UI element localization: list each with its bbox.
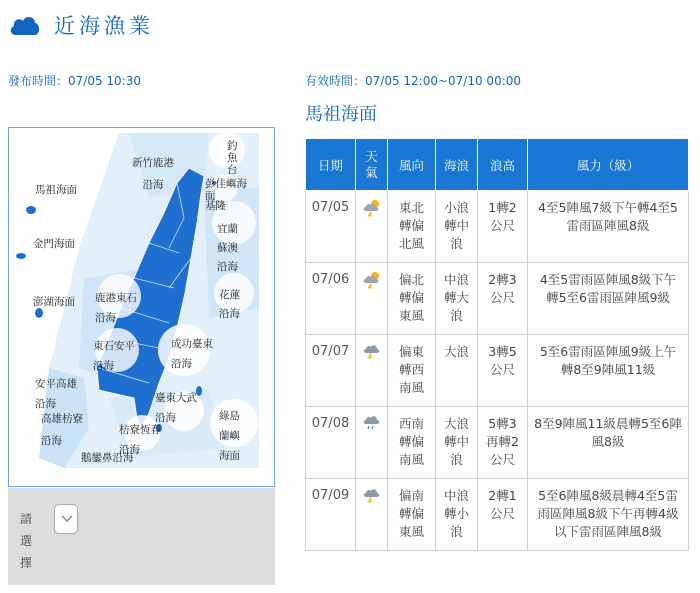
- cell-wave-height: 2轉1公尺: [478, 479, 528, 551]
- cell-wave-height: 3轉5公尺: [478, 335, 528, 407]
- cell-weather: [356, 263, 388, 335]
- cell-wave-height: 5轉3再轉2公尺: [478, 407, 528, 479]
- map-label-hsinchu: 新竹鹿港沿海: [132, 157, 174, 191]
- header-weather: 天氣: [356, 139, 388, 191]
- cell-wind-dir: 偏北轉偏東風: [388, 263, 436, 335]
- map-label-penghu: 澎湖海面: [33, 296, 75, 308]
- cell-wind-dir: 西南轉偏南風: [388, 407, 436, 479]
- map-label-diaoyutai: 釣魚台: [227, 140, 238, 176]
- header-wind-dir: 風向: [388, 139, 436, 191]
- header-wave: 海浪: [436, 139, 478, 191]
- select-label: 請選擇: [20, 512, 33, 570]
- table-header-row: [306, 139, 689, 191]
- cell-wave: 中浪轉小浪: [436, 479, 478, 551]
- cell-wave: 小浪轉中浪: [436, 191, 478, 263]
- map-label-hualien: 花蓮沿海: [219, 289, 240, 320]
- cell-wave: 中浪轉大浪: [436, 263, 478, 335]
- cell-wave-height: 1轉2公尺: [478, 191, 528, 263]
- cloud-thunder-icon: [362, 349, 382, 364]
- cell-wave-height: 2轉3公尺: [478, 263, 528, 335]
- sun-cloud-thunder-icon: [362, 205, 382, 220]
- map-label-kinmen: 金門海面: [33, 238, 75, 250]
- publish-time: 發布時間：07/05 10:30: [8, 74, 141, 88]
- cell-weather: [356, 407, 388, 479]
- cell-date: 07/06: [306, 263, 356, 335]
- cloud-thunder-icon: [362, 493, 382, 508]
- map-label-islands: 綠島蘭嶼海面: [219, 410, 240, 462]
- sea-area-map[interactable]: [8, 127, 275, 487]
- page-header: [8, 10, 154, 40]
- area-select-panel: [8, 488, 275, 585]
- cell-wind-force: 5至6雷雨區陣風9級上午轉8至9陣風11級: [528, 335, 689, 407]
- map-label-anping: 安平高雄沿海: [35, 378, 77, 410]
- cell-wind-force: 5至6陣風8級晨轉4至5雷雨區陣風8級下午再轉4級以下雷雨區陣風8級: [528, 479, 689, 551]
- chevron-down-icon: [61, 515, 73, 523]
- cell-wave: 大浪: [436, 335, 478, 407]
- table-row: [306, 407, 689, 479]
- map-label-matsu: 馬祖海面: [35, 184, 77, 196]
- area-select-dropdown[interactable]: [54, 504, 78, 534]
- map-label-dongshi: 東石安平沿海: [93, 340, 135, 372]
- map-label-eluanbi: 鵝鑾鼻沿海: [81, 452, 134, 464]
- table-row: [306, 335, 689, 407]
- cell-wind-force: 8至9陣風11級晨轉5至6陣風8級: [528, 407, 689, 479]
- cell-weather: [356, 479, 388, 551]
- cell-wave: 大浪轉中浪: [436, 407, 478, 479]
- sun-cloud-thunder-icon: [362, 277, 382, 292]
- cell-weather: [356, 335, 388, 407]
- page-title: 近海漁業: [54, 14, 154, 38]
- cell-wind-dir: 東北轉偏北風: [388, 191, 436, 263]
- cell-date: 07/07: [306, 335, 356, 407]
- table-row: [306, 191, 689, 263]
- area-title: 馬祖海面: [305, 104, 377, 125]
- map-label-chenggong: 成功臺東沿海: [171, 338, 213, 370]
- cell-wind-dir: 偏東轉西南風: [388, 335, 436, 407]
- map-label-lugang: 鹿港東石沿海: [95, 292, 137, 324]
- map-label-keelung: 基隆: [205, 200, 226, 212]
- cloud-icon: [8, 13, 42, 37]
- header-wind-force: 風力（級）: [528, 139, 689, 191]
- table-row: [306, 479, 689, 551]
- map-label-pengjia: 彭佳嶼海面: [205, 178, 247, 202]
- cell-weather: [356, 191, 388, 263]
- map-label-kaohsiung: 高雄枋寮沿海: [41, 413, 83, 447]
- map-label-yilan: 宜蘭蘇澳沿海: [217, 223, 238, 273]
- map-label-taitung: 臺東大武沿海: [155, 392, 197, 424]
- cell-wind-force: 4至5陣風7級下午轉4至5雷雨區陣風8級: [528, 191, 689, 263]
- forecast-table: [305, 138, 689, 551]
- map-label-fangliao: 枋寮恆春沿海: [119, 424, 161, 456]
- cell-wind-force: 4至5雷雨區陣風8級下午轉5至6雷雨區陣風9級: [528, 263, 689, 335]
- table-row: [306, 263, 689, 335]
- cell-date: 07/08: [306, 407, 356, 479]
- cell-date: 07/05: [306, 191, 356, 263]
- header-date: 日期: [306, 139, 356, 191]
- cell-date: 07/09: [306, 479, 356, 551]
- cell-wind-dir: 偏南轉偏東風: [388, 479, 436, 551]
- header-wave-height: 浪高: [478, 139, 528, 191]
- cloud-rain-icon: [362, 421, 382, 436]
- valid-time: 有效時間：07/05 12:00~07/10 00:00: [305, 74, 522, 88]
